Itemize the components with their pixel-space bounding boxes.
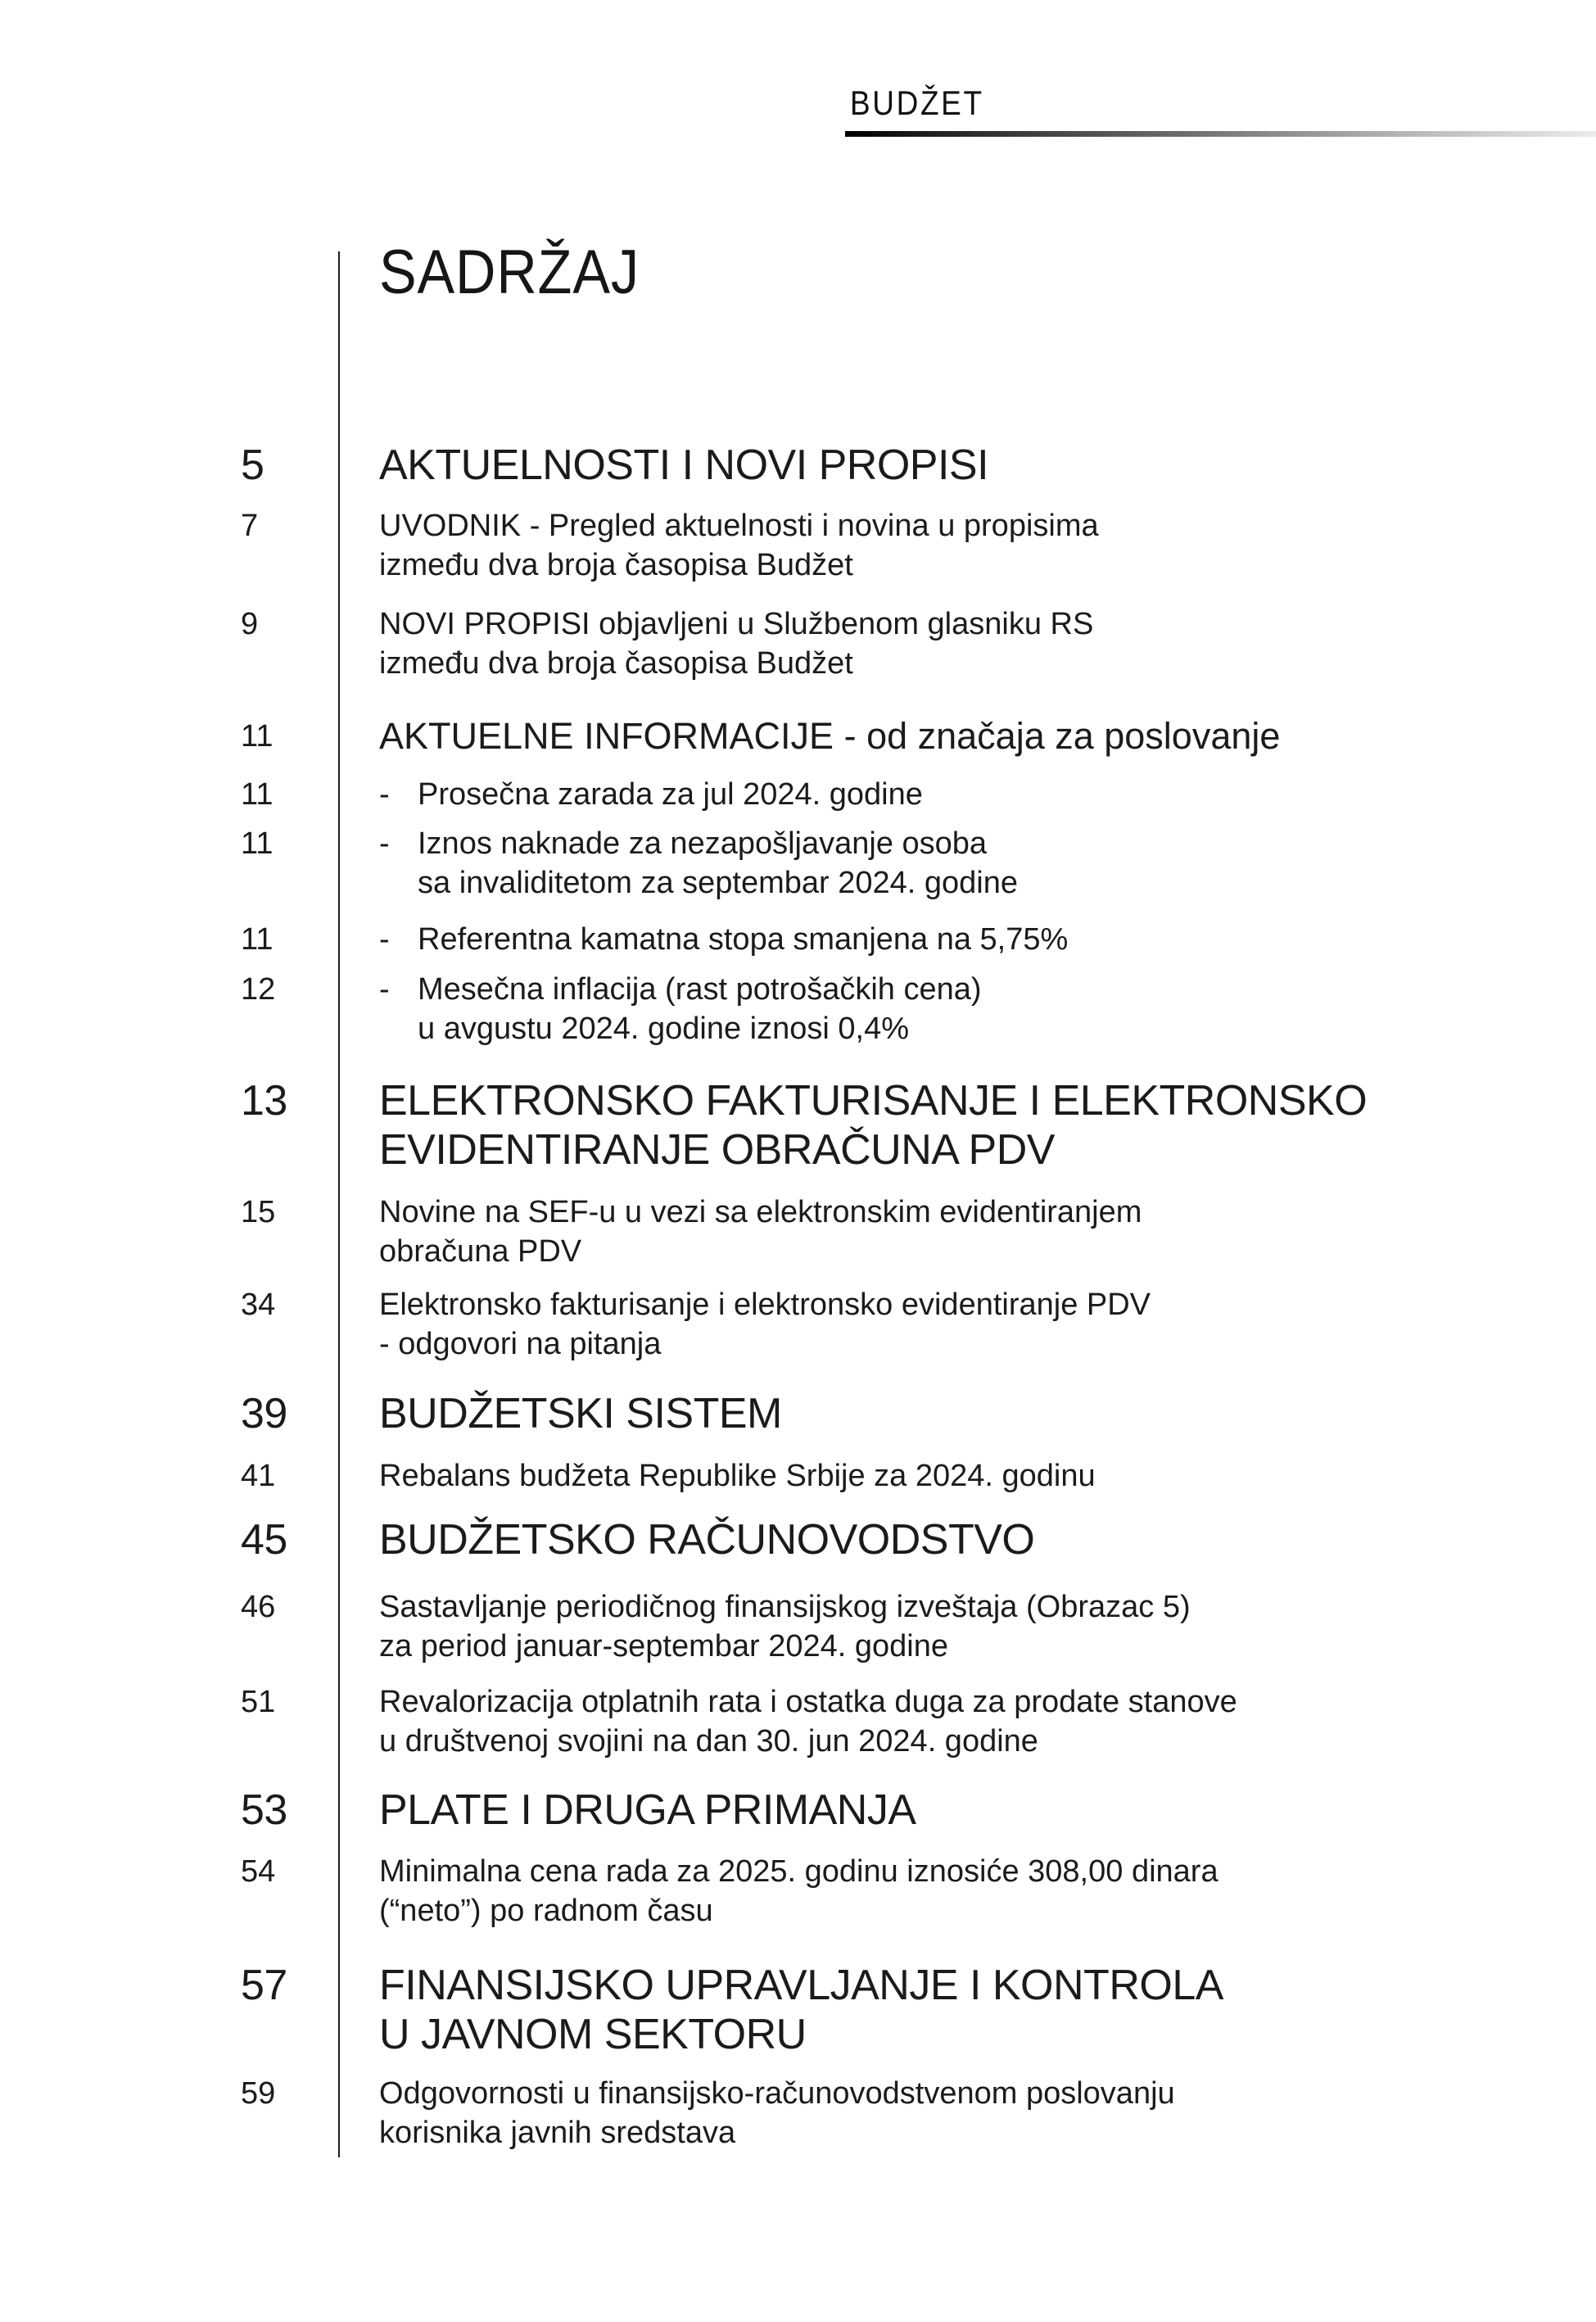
- toc-entry-line: BUDŽETSKO RAČUNOVODSTVO: [379, 1516, 1035, 1564]
- toc-entry-line: BUDŽETSKI SISTEM: [379, 1390, 782, 1437]
- toc-entry-line: Rebalans budžeta Republike Srbije za 2024. godinu: [379, 1459, 1096, 1493]
- toc-page-number: 41: [241, 1459, 276, 1493]
- toc-entry-title: [379, 713, 1280, 759]
- toc-entry-title: [379, 1193, 1142, 1271]
- toc-entry-line: EVIDENTIRANJE OBRAČUNA PDV: [379, 1126, 1055, 1174]
- toc-entry-line: U JAVNOM SEKTORU: [379, 2011, 807, 2058]
- magazine-masthead: BUDŽET: [850, 84, 984, 122]
- toc-page-number: 7: [241, 509, 259, 543]
- toc-entry-line: obračuna PDV: [379, 1234, 582, 1269]
- toc-entry-line: Odgovornosti u finansijsko-računovodstvenom poslovanju: [379, 2076, 1175, 2111]
- toc-page-number: 57: [241, 1962, 287, 2009]
- toc-page-number: 34: [241, 1288, 276, 1322]
- toc-entry-title: [379, 1852, 1218, 1930]
- toc-entry-line: PLATE I DRUGA PRIMANJA: [379, 1786, 916, 1834]
- toc-page-number: 11: [241, 922, 274, 957]
- toc-entry-title: [379, 604, 1093, 683]
- toc-entry-line: Elektronsko fakturisanje i elektronsko evidentiranje PDV: [379, 1288, 1151, 1322]
- toc-page-number: 13: [241, 1077, 287, 1125]
- toc-entry-line: Mesečna inflacija (rast potrošačkih cena): [418, 972, 982, 1007]
- vertical-divider: [338, 251, 340, 2157]
- toc-page-number: 45: [241, 1516, 287, 1564]
- toc-page-number: 12: [241, 972, 276, 1007]
- toc-page-number: 11: [241, 719, 274, 754]
- toc-entry-title: [379, 1786, 916, 1835]
- toc-entry-line: FINANSIJSKO UPRAVLJANJE I KONTROLA: [379, 1962, 1223, 2009]
- masthead-gradient-rule: [845, 131, 1596, 137]
- toc-page-number: 54: [241, 1854, 276, 1889]
- toc-entry-line: za period januar-septembar 2024. godine: [379, 1629, 949, 1663]
- toc-entry-line: AKTUELNOSTI I NOVI PROPISI: [379, 441, 989, 489]
- toc-entry-title: [379, 441, 988, 490]
- dash-bullet: -: [379, 777, 390, 812]
- toc-entry-line: Novine na SEF-u u vezi sa elektronskim evidentiranjem: [379, 1195, 1142, 1229]
- toc-page-number: 5: [241, 441, 264, 489]
- toc-entry-title: [379, 824, 1018, 903]
- toc-page-number: 15: [241, 1195, 276, 1229]
- dash-bullet: -: [379, 972, 390, 1007]
- toc-entry-line: Minimalna cena rada za 2025. godinu iznosiće 308,00 dinara: [379, 1854, 1218, 1889]
- toc-page-number: 11: [241, 826, 274, 861]
- toc-entry-line: u društvenoj svojini na dan 30. jun 2024. godine: [379, 1724, 1038, 1758]
- toc-entry-line: Iznos naknade za nezapošljavanje osoba: [418, 826, 988, 861]
- toc-page-number: 46: [241, 1590, 276, 1624]
- toc-page-number: 59: [241, 2076, 276, 2111]
- toc-page-number: 39: [241, 1390, 287, 1437]
- toc-page-number: 11: [241, 777, 274, 812]
- toc-entry-line: (“neto”) po radnom času: [379, 1894, 713, 1928]
- toc-entry-title: [379, 775, 923, 814]
- toc-entry-line: - odgovori na pitanja: [379, 1327, 662, 1361]
- toc-entry-line: korisnika javnih sredstava: [379, 2116, 736, 2150]
- toc-entry-title: [379, 1285, 1151, 1364]
- toc-entry-line: ELEKTRONSKO FAKTURISANJE I ELEKTRONSKO: [379, 1077, 1368, 1125]
- toc-page-number: 51: [241, 1685, 276, 1719]
- toc-entry-title: [379, 1961, 1223, 2059]
- toc-entry-line: UVODNIK - Pregled aktuelnosti i novina u propisima: [379, 509, 1099, 543]
- toc-entry-line: Revalorizacija otplatnih rata i ostatka duga za prodate stanove: [379, 1685, 1237, 1719]
- toc-entry-title: [379, 1515, 1034, 1564]
- toc-entry-line: NOVI PROPISI objavljeni u Službenom glasniku RS: [379, 607, 1094, 641]
- dash-bullet: -: [379, 826, 390, 861]
- toc-entry-title: [379, 970, 982, 1048]
- toc-entry-line: Referentna kamatna stopa smanjena na 5,75%: [418, 922, 1069, 957]
- toc-entry-line: sa invaliditetom za septembar 2024. godine: [418, 866, 1019, 900]
- toc-entry-title: [379, 2074, 1175, 2152]
- toc-entry-title: [379, 506, 1099, 585]
- toc-entry-line: AKTUELNE INFORMACIJE - od značaja za poslovanje: [379, 715, 1281, 757]
- toc-entry-line: između dva broja časopisa Budžet: [379, 548, 853, 582]
- toc-entry-line: Sastavljanje periodičnog finansijskog izveštaja (Obrazac 5): [379, 1590, 1191, 1624]
- toc-entry-title: [379, 920, 1068, 959]
- toc-entry-title: [379, 1456, 1096, 1496]
- toc-entry-line: Prosečna zarada za jul 2024. godine: [418, 777, 923, 812]
- toc-entry-title: [379, 1389, 782, 1438]
- toc-entry-title: [379, 1682, 1237, 1761]
- page-title: SADRŽAJ: [379, 238, 640, 307]
- toc-entry-title: [379, 1587, 1191, 1666]
- toc-entry-line: između dva broja časopisa Budžet: [379, 646, 853, 681]
- toc-page-number: 9: [241, 607, 259, 641]
- toc-entry-title: [379, 1076, 1367, 1175]
- dash-bullet: -: [379, 922, 390, 957]
- toc-entry-line: u avgustu 2024. godine iznosi 0,4%: [418, 1012, 909, 1046]
- toc-page-number: 53: [241, 1786, 287, 1834]
